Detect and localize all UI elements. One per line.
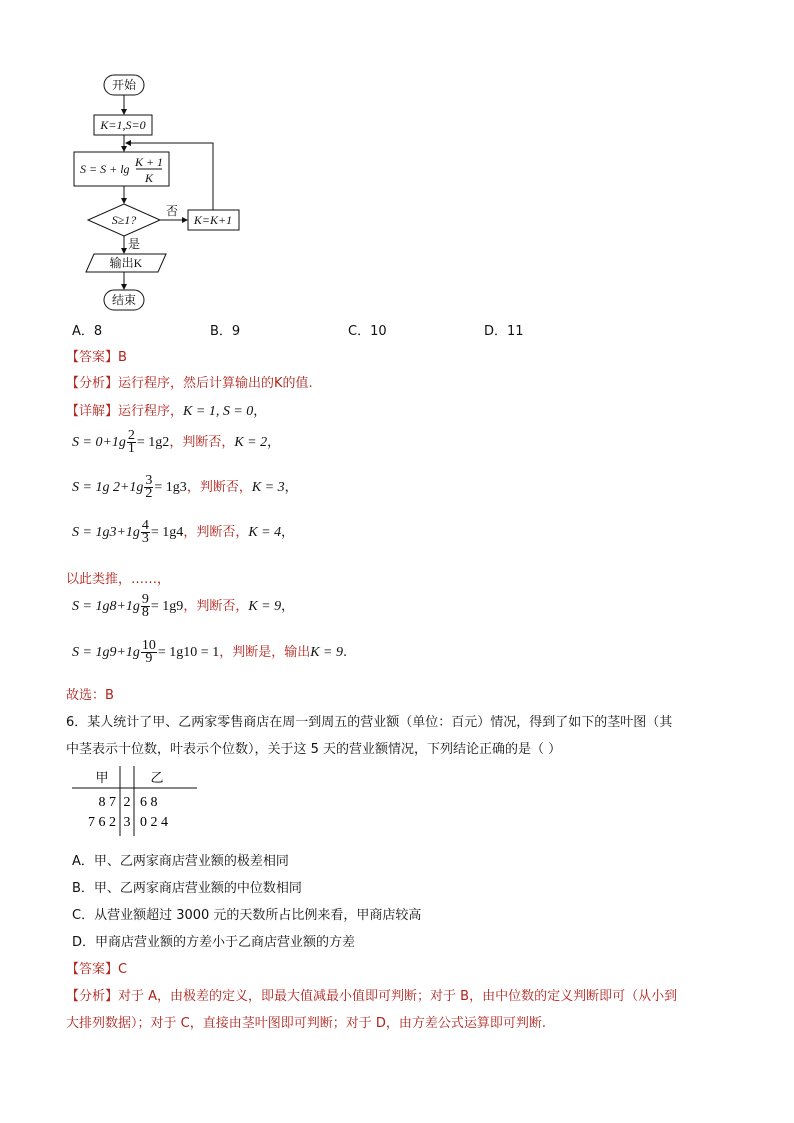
q5-step-1: S = 0+1g $\frac{2}{1}$ = 1g2，判断否，K = 2， xyxy=(72,428,281,456)
stem-row2-left: 7 6 2 xyxy=(88,815,116,830)
flowchart xyxy=(60,72,260,322)
flow-assign-num: K + 1 xyxy=(134,155,164,169)
q5-option-c: C．10 xyxy=(348,324,387,339)
flow-assign-den: K xyxy=(144,171,154,185)
q5-option-a: A．8 xyxy=(72,324,103,339)
stem-row2-stem: 3 xyxy=(123,815,131,830)
q6-option-b: B．甲、乙两家商店营业额的中位数相同 xyxy=(72,881,302,896)
flow-end-label: 结束 xyxy=(111,293,137,307)
q6-analysis-line2: 大排列数据）；对于 C，直接由茎叶图即可判断；对于 D，由方差公式运算即可判断. xyxy=(66,1016,546,1031)
q6-analysis-line1: 【分析】对于 A，由极差的定义，即最大值减最小值即可判断；对于 B，由中位数的定义判断即可（从小到 xyxy=(66,989,678,1004)
flow-no-label: 否 xyxy=(166,204,179,218)
flow-start-label: 开始 xyxy=(111,78,137,92)
stem-row1-right: 6 8 xyxy=(140,795,158,810)
q5-step-5: S = 1g9+1g $\frac{10}{9}$ = 1g10 = 1，判断是，输出K = 9. xyxy=(72,638,348,666)
q5-detail: 【详解】运行程序，K = 1, S = 0， xyxy=(66,404,267,419)
q6-option-a: A．甲、乙两家商店营业额的极差相同 xyxy=(72,854,289,869)
stem-leaf-plot xyxy=(72,766,202,836)
q6-answer: 【答案】C xyxy=(66,962,128,977)
flow-assign-prefix: S = S + lg xyxy=(80,162,130,176)
q5-step-4: S = 1g8+1g $\frac{9}{8}$ = 1g9，判断否，K = 9， xyxy=(72,592,295,620)
stem-row1-stem: 2 xyxy=(123,795,131,810)
q5-option-d: D．11 xyxy=(484,324,524,339)
flow-init-label: K=1,S=0 xyxy=(100,118,146,132)
stem-left-header: 甲 xyxy=(95,771,109,786)
flow-condition-label: S≥1? xyxy=(111,213,137,227)
q5-answer: 【答案】B xyxy=(66,350,127,365)
q5-step-3: S = 1g3+1g $\frac{4}{3}$ = 1g4，判断否，K = 4， xyxy=(72,518,295,546)
q5-analogy: 以此类推，……， xyxy=(66,572,171,587)
q5-analysis: 【分析】运行程序，然后计算输出的K的值. xyxy=(66,376,313,391)
q6-stem-line1: 6．某人统计了甲、乙两家零售商店在周一到周五的营业额（单位：百元）情况，得到了如下的茎叶图（其 xyxy=(66,715,673,730)
q6-option-c: C．从营业额超过 3000 元的天数所占比例来看，甲商店较高 xyxy=(72,908,422,923)
flow-increment-label: K=K+1 xyxy=(193,213,233,227)
q6-stem-line2: 中茎表示十位数，叶表示个位数），关于这 5 天的营业额情况，下列结论正确的是（ ） xyxy=(66,742,562,757)
q5-step-2: S = 1g 2+1g $\frac{3}{2}$ = 1g3，判断否，K = 3， xyxy=(72,473,298,501)
q6-option-d: D．甲商店营业额的方差小于乙商店营业额的方差 xyxy=(72,935,356,950)
q5-conclusion: 故选：B xyxy=(66,688,114,703)
flow-output-label: 输出K xyxy=(109,256,143,270)
stem-right-header: 乙 xyxy=(150,771,164,786)
flow-yes-label: 是 xyxy=(128,237,141,251)
stem-row2-right: 0 2 4 xyxy=(140,815,168,830)
q5-option-b: B．9 xyxy=(210,324,241,339)
stem-row1-left: 8 7 xyxy=(98,795,116,810)
